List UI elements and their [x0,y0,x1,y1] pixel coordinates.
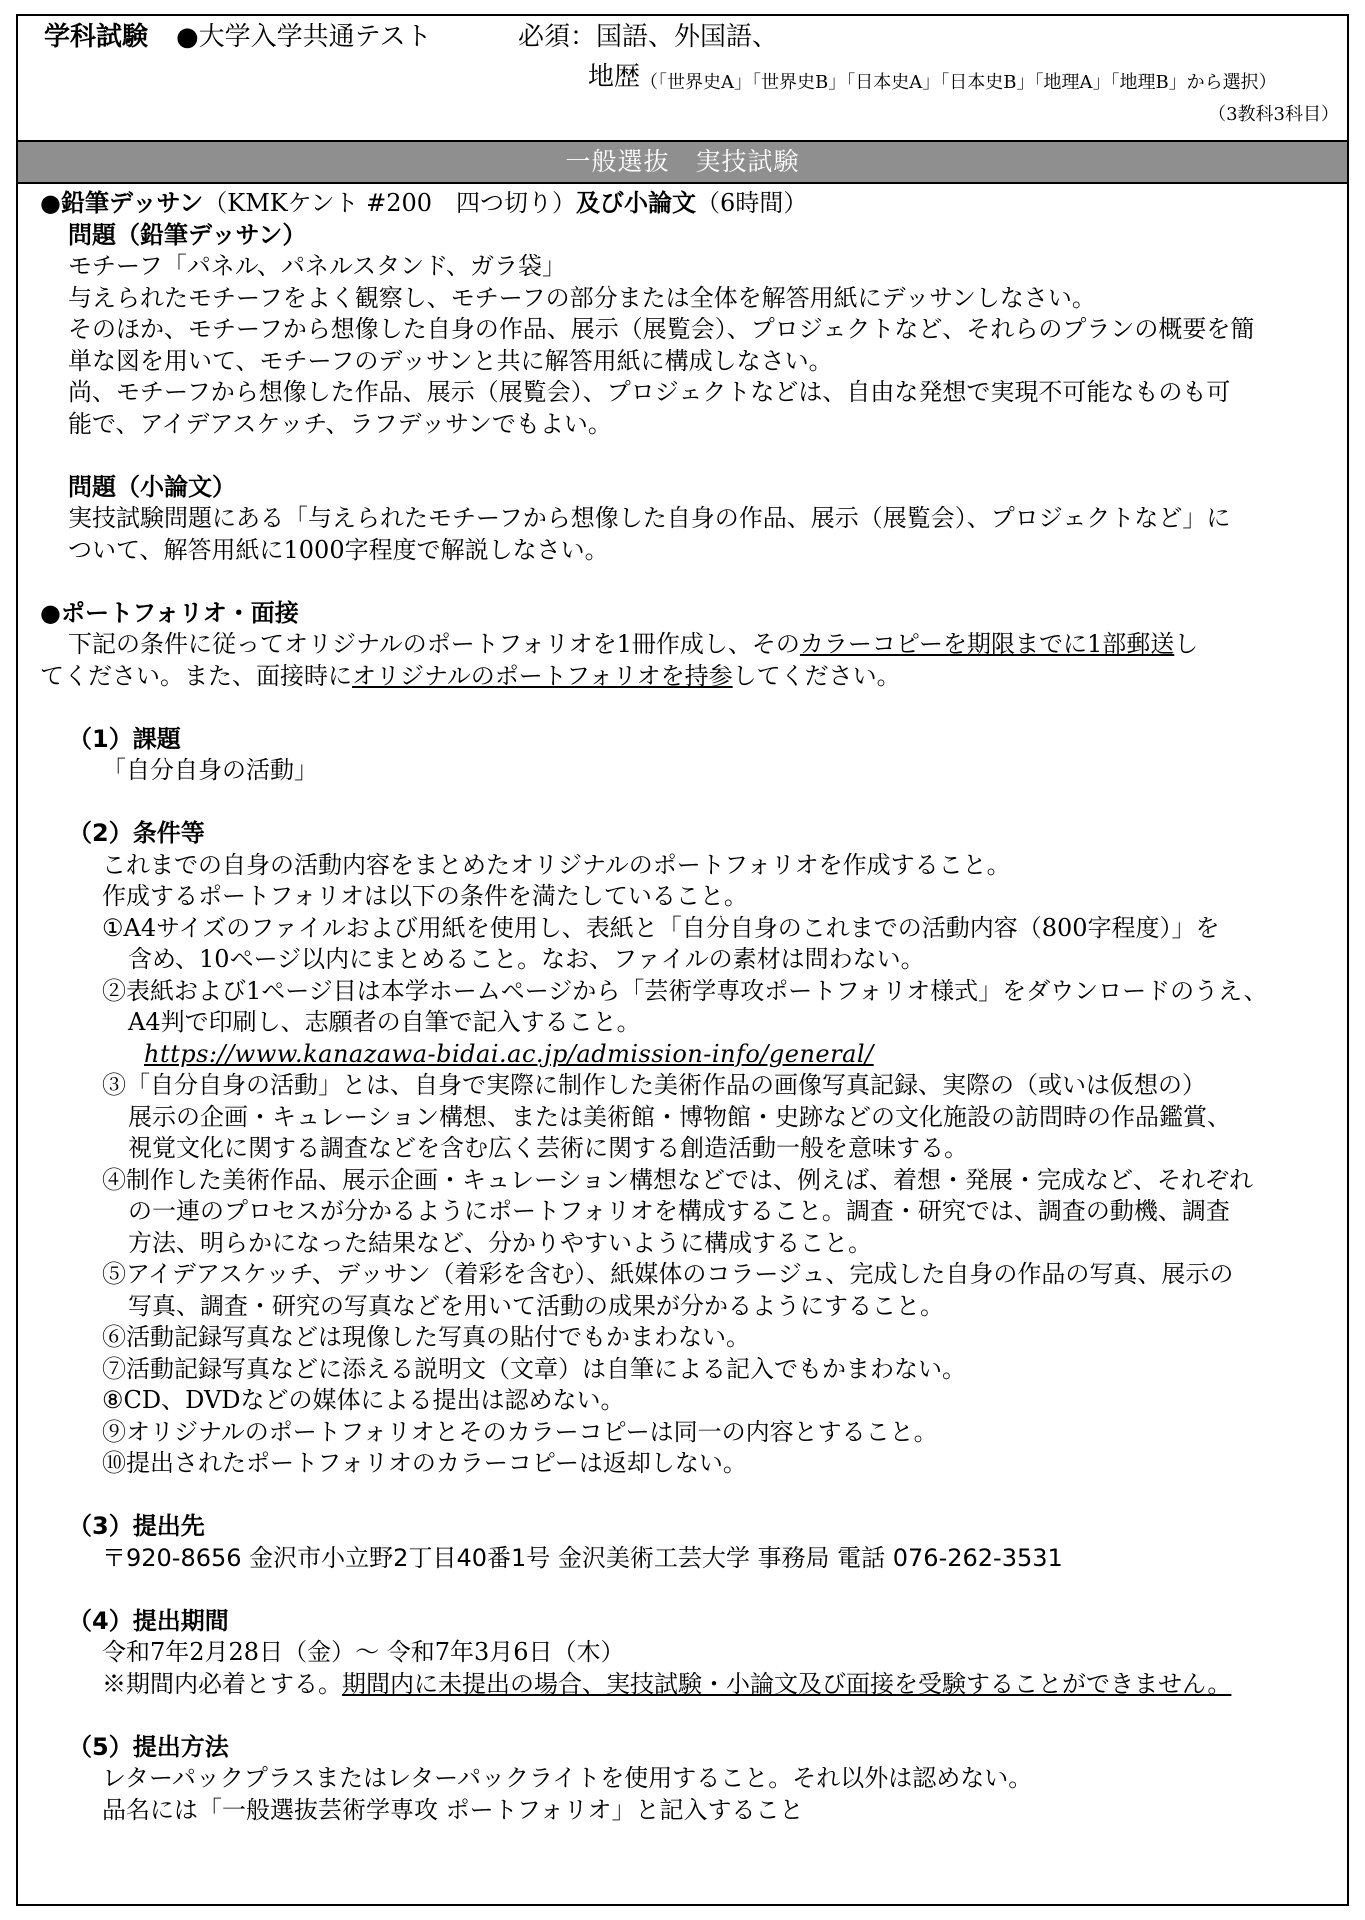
submission-period-note: ※期間内必着とする。期間内に未提出の場合、実技試験・小論文及び面接を受験することができません。 [102,1669,1232,1698]
geo-history-options: （「世界史A」「世界史B」「日本史A」「日本史B」「地理A」「地理B」から選択） [640,72,1277,93]
common-test-name: ●大学入学共通テスト [176,22,432,52]
geo-history-label: 地歴 [588,62,641,92]
condition-item-5: ⑤アイデアスケッチ、デッサン（着彩を含む）、紙媒体のコラージュ、完成した自身の作品の写真、展示の [102,1260,1234,1288]
condition-item-9: ⑨オリジナルのポートフォリオとそのカラーコピーは同一の内容とすること。 [102,1417,938,1446]
condition-item-7: ⑦活動記録写真などに添える説明文（文章）は自筆による記入でもかまわない。 [102,1354,966,1383]
submission-method-line: レターパックプラスまたはレターパックライトを使用すること。それ以外は認めない。 [102,1764,1033,1792]
portfolio-form-link[interactable]: https://www.kanazawa-bidai.ac.jp/admission-info/general/ [144,1039,874,1068]
condition-item-2-cont: A4判で印刷し、志願者の自筆で記入すること。 [128,1008,641,1036]
drawing-essay-heading [40,188,1325,220]
condition-item-5-cont: 写真、調査・研究の写真などを用いて活動の成果が分かるようにすること。 [128,1291,944,1320]
drawing-question-line: 尚、モチーフから想像した作品、展示（展覧会）、プロジェクトなどは、自由な発想で実現不可能なものも可 [68,378,1231,406]
practical-exam-content [18,184,1347,1826]
essay-question-line: 実技試験問題にある「与えられたモチーフから想像した自身の作品、展示（展覧会）、プロジェクトなど」に [68,504,1231,532]
drawing-heading-text: ●鉛筆デッサン [40,189,204,217]
deadline-warning: 期間内に未提出の場合、実技試験・小論文及び面接を受験することができません。 [342,1669,1232,1698]
conditions-intro-line: これまでの自身の活動内容をまとめたオリジナルのポートフォリオを作成すること。 [102,850,1011,879]
condition-item-4-cont: 方法、明らかになった結果など、分かりやすいように構成すること。 [128,1228,872,1257]
drawing-question-line: 能で、アイデアスケッチ、ラフデッサンでもよい。 [68,409,612,438]
conditions-intro-line: 作成するポートフォリオは以下の条件を満たしていること。 [102,882,748,910]
subject-exam-label: 学科試験 [44,22,149,52]
essay-question-heading: 問題（小論文） [68,472,236,501]
bring-original-requirement: オリジナルのポートフォリオを持参 [352,661,733,690]
subject-count: （3教科3科目） [1208,104,1339,125]
mail-copy-requirement: カラーコピーを期限までに1部郵送 [799,630,1175,658]
condition-item-6: ⑥活動記録写真などは現像した写真の貼付でもかまわない。 [102,1323,750,1351]
essay-heading-text: 及び小論文 [576,189,697,217]
section-banner: 一般選抜 実技試験 [18,142,1347,184]
subsection-period-heading: （4）提出期間 [68,1606,229,1635]
drawing-question-line: そのほか、モチーフから想像した自身の作品、展示（展覧会）、プロジェクトなど、それらのプランの概要を簡 [68,315,1255,343]
portfolio-interview-heading: ●ポートフォリオ・面接 [40,598,299,627]
portfolio-intro-line: 下記の条件に従ってオリジナルのポートフォリオを1冊作成し、そのカラーコピーを期限までに1部郵送し [68,630,1199,658]
required-subjects: 必須：国語、外国語、 [518,22,779,52]
subsection-conditions-heading: （2）条件等 [68,819,205,847]
condition-item-4: ④制作した美術作品、展示企画・キュレーション構想などでは、例えば、着想・発展・完成など、それぞれ [102,1165,1254,1194]
condition-item-10: ⑩提出されたポートフォリオのカラーコピーは返却しない。 [102,1449,747,1477]
portfolio-intro-line: てください。また、面接時にオリジナルのポートフォリオを持参してください。 [40,661,901,690]
condition-item-3-cont: 展示の企画・キュレーション構想、または美術館・博物館・史跡などの文化施設の訪問時の作品鑑賞、 [128,1102,1232,1131]
theme-text: 「自分自身の活動」 [102,756,318,784]
essay-question-line: ついて、解答用紙に1000字程度で解説しなさい。 [68,535,609,564]
drawing-question-line: モチーフ「パネル、パネルスタンド、ガラ袋」 [68,252,566,280]
drawing-question-line: 与えられたモチーフをよく観察し、モチーフの部分または全体を解答用紙にデッサンしなさい。 [68,283,1096,312]
condition-item-1-cont: 含め、10ページ以内にまとめること。なお、ファイルの素材は問わない。 [128,945,925,973]
condition-item-2: ②表紙および1ページ目は本学ホームページから「芸術学専攻ポートフォリオ様式」をダウンロードのうえ、 [102,976,1268,1005]
submission-period: 令和7年2月28日（金）～ 令和7年3月6日（木） [102,1638,625,1666]
admission-document [16,14,1349,1906]
submission-method-line: 品名には「一般選抜芸術学専攻 ポートフォリオ」と記入すること [102,1795,804,1824]
subject-exam-section [18,16,1347,142]
condition-item-1: ①A4サイズのファイルおよび用紙を使用し、表紙と「自分自身のこれまでの活動内容（800字程度）」を [102,913,1220,942]
subsection-method-heading: （5）提出方法 [68,1732,229,1761]
drawing-question-heading: 問題（鉛筆デッサン） [68,220,307,249]
paper-spec: （KMKケント #200 四つ切り） [203,189,577,217]
condition-item-8: ⑧CD、DVDなどの媒体による提出は認めない。 [102,1386,625,1414]
drawing-question-line: 単な図を用いて、モチーフのデッサンと共に解答用紙に構成しなさい。 [68,346,833,375]
exam-duration: （6時間） [696,189,808,217]
subsection-destination-heading: （3）提出先 [68,1512,205,1540]
condition-item-3: ③「自分自身の活動」とは、自身で実際に制作した美術作品の画像写真記録、実際の（或いは仮想の） [102,1071,1206,1099]
condition-item-3-cont: 視覚文化に関する調査などを含む広く芸術に関する創造活動一般を意味する。 [128,1134,968,1162]
subsection-theme-heading: （1）課題 [68,724,181,753]
submission-address: 〒920-8656 金沢市小立野2丁目40番1号 金沢美術工芸大学 事務局 電話 076-262-3531 [102,1543,1063,1572]
condition-item-4-cont: の一連のプロセスが分かるようにポートフォリオを構成すること。調査・研究では、調査の動機、調査 [128,1197,1230,1225]
